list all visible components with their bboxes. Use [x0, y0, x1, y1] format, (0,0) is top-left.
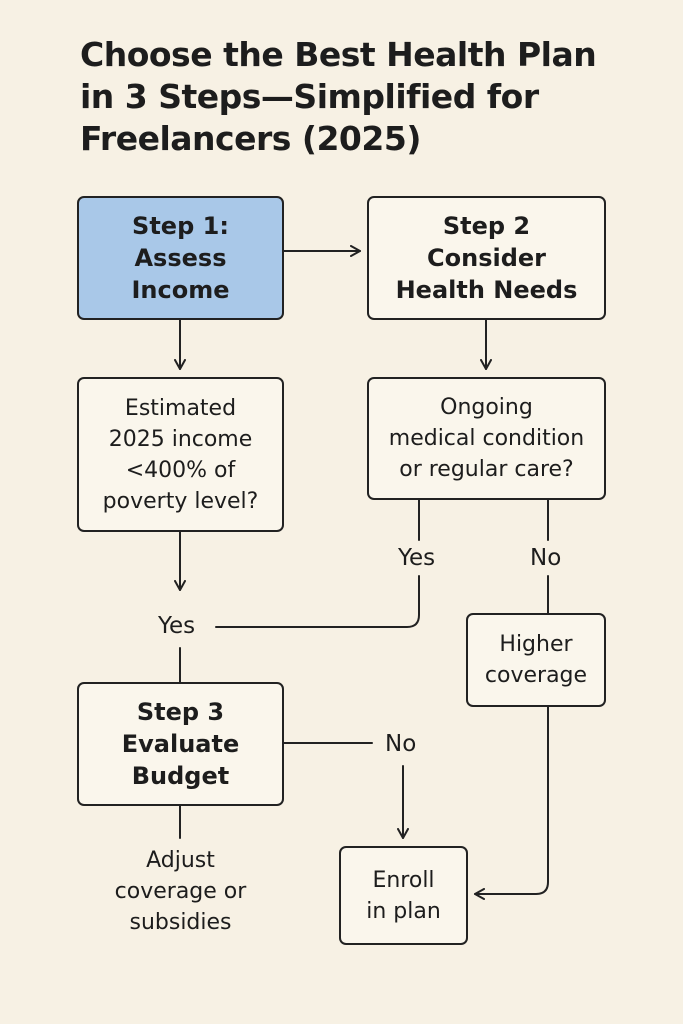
title-line-3: Freelancers (2025)	[80, 119, 421, 158]
enroll-in-plan-box	[339, 846, 468, 945]
health-question-line-1: Ongoing	[440, 395, 533, 420]
step2-line-2: Consider	[427, 244, 546, 272]
step1-line-1: Step 1:	[132, 212, 229, 240]
title-line-1: Choose the Best Health Plan	[80, 35, 597, 74]
income-question-box	[77, 377, 284, 532]
adjust-line-2: coverage or	[114, 879, 247, 904]
enroll-line-1: Enroll	[372, 867, 435, 893]
higher-coverage-line-2: coverage	[484, 663, 588, 688]
yes-label-health: Yes	[394, 544, 439, 572]
step1-assess-income-box	[77, 196, 284, 320]
income-question-line-1: Estimated	[124, 395, 237, 421]
step3-line-2: Evaluate	[121, 730, 240, 758]
step2-line-3: Health Needs	[395, 276, 578, 304]
yes-label-income: Yes	[154, 612, 199, 640]
line-health-yes-to-income-yes	[216, 576, 419, 627]
step2-health-needs-box	[367, 196, 606, 320]
income-question-line-3: <400% of	[125, 457, 236, 483]
no-label-health: No	[526, 544, 565, 572]
income-question-line-4: poverty level?	[102, 488, 259, 514]
income-question-line-2: 2025 income	[108, 426, 253, 452]
higher-coverage-line-1: Higher	[499, 632, 573, 657]
step2-line-1: Step 2	[442, 212, 531, 240]
step3-line-1: Step 3	[136, 698, 225, 726]
enroll-line-2: in plan	[366, 898, 441, 924]
health-question-line-3: or regular care?	[399, 457, 574, 482]
no-label-budget: No	[381, 730, 420, 758]
adjust-line-3: subsidies	[129, 910, 232, 935]
adjust-coverage-text	[77, 845, 284, 938]
step3-evaluate-budget-box	[77, 682, 284, 806]
step1-line-3: Income	[131, 276, 230, 304]
adjust-line-1: Adjust	[146, 848, 215, 873]
step1-line-2: Assess	[134, 244, 227, 272]
health-question-line-2: medical condition	[388, 426, 585, 451]
title-line-2: in 3 Steps—Simplified for	[80, 77, 539, 116]
step3-line-3: Budget	[131, 762, 230, 790]
arrow-higher-coverage-to-enroll	[475, 707, 548, 894]
higher-coverage-box	[466, 613, 606, 707]
health-question-box	[367, 377, 606, 500]
